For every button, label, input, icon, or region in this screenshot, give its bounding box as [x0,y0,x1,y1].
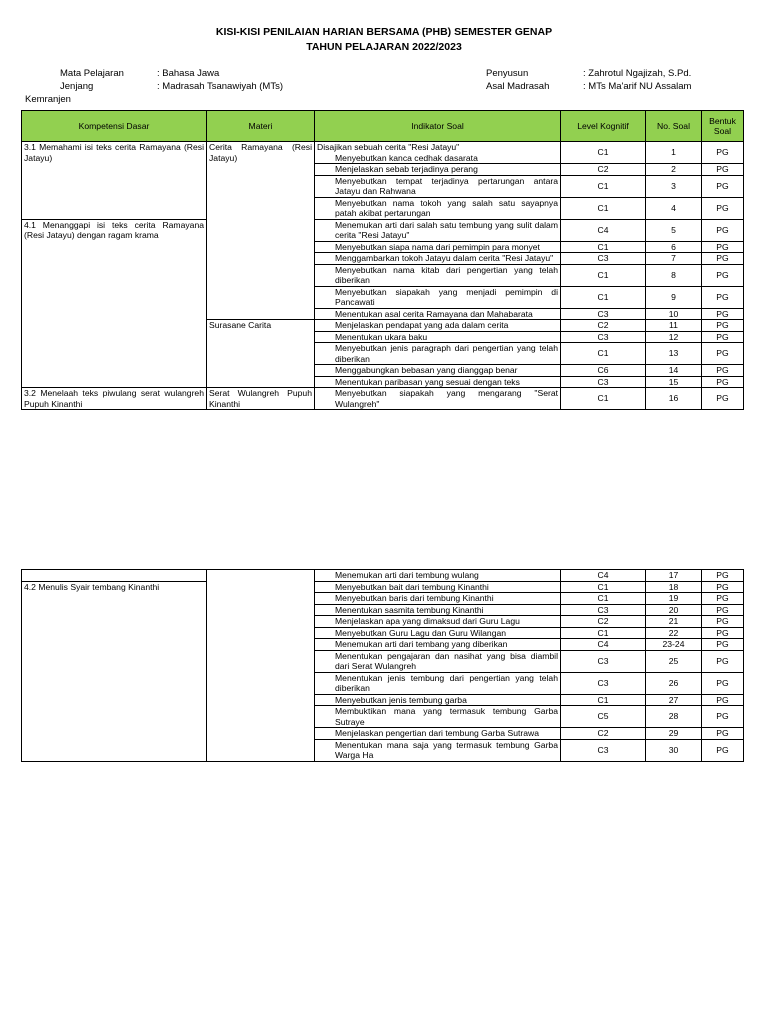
bentuk-soal-cell: PG [702,253,744,265]
indikator-cell [315,219,561,241]
materi-empty-cell [207,570,315,762]
no-soal-cell: 18 [646,581,702,593]
no-soal-cell: 3 [646,175,702,197]
indikator-label: Menemukan arti dari salah satu tembung yang sulit dalam cerita "Resi Jatayu" [335,219,558,240]
indikator-text [317,265,558,286]
no-soal-cell: 5 [646,219,702,241]
level-kognitif-cell: C1 [561,142,646,164]
bullet-dash [319,616,335,627]
bentuk-soal-cell: PG [702,175,744,197]
indikator-text [317,309,558,320]
no-soal-cell: 6 [646,241,702,253]
indikator-cell [315,739,561,761]
bullet-dash [319,253,335,264]
indikator-cell [315,264,561,286]
document-subtitle: TAHUN PELAJARAN 2022/2023 [306,41,462,53]
no-soal-cell: 14 [646,365,702,377]
level-kognitif-cell: C3 [561,650,646,672]
indikator-cell [315,672,561,694]
indikator-cell [315,706,561,728]
bullet-dash [319,570,335,581]
indikator-cell [315,331,561,343]
indikator-cell [315,142,561,164]
indikator-label: Menyebutkan siapakah yang menjadi pemimpin di Pancawati [335,286,558,307]
level-kognitif-cell: C3 [561,739,646,761]
indikator-text [317,253,558,264]
penyusun-value: : Zahrotul Ngajizah, S.Pd. [583,68,692,79]
indikator-text [317,332,558,343]
header-kompetensi-dasar: Kompetensi Dasar [22,111,207,142]
kd-4-1-cell: 4.1 Menanggapi isi teks cerita Ramayana (Resi Jatayu) dengan ragam krama [22,219,207,388]
no-soal-cell: 19 [646,593,702,605]
no-soal-cell: 11 [646,320,702,332]
bullet-dash [319,388,335,399]
bullet-dash [319,332,335,343]
indikator-text [317,639,558,650]
no-soal-cell: 2 [646,164,702,176]
bentuk-soal-cell: PG [702,627,744,639]
indikator-label: Menentukan paribasan yang sesuai dengan teks [335,376,520,387]
level-kognitif-cell: C1 [561,581,646,593]
indikator-text [317,320,558,331]
indikator-text [317,651,558,672]
indikator-cell [315,650,561,672]
bullet-dash [319,176,335,187]
asal-madrasah-label: Asal Madrasah [486,81,550,92]
indikator-cell [315,639,561,651]
indikator-label: Menyebutkan jenis tembung garba [335,694,467,705]
header-bentuk-soal: Bentuk Soal [702,111,744,142]
indikator-text [317,570,558,581]
indikator-label: Menentukan ukara baku [335,331,428,342]
indikator-cell [315,197,561,219]
bullet-dash [319,320,335,331]
header-materi: Materi [207,111,315,142]
indikator-label: Menyebutkan bait dari tembung Kinanthi [335,581,489,592]
bullet-dash [319,377,335,388]
mapel-label: Mata Pelajaran [60,68,124,79]
table-row [22,142,744,164]
indikator-text [317,593,558,604]
indikator-text [317,242,558,253]
level-kognitif-cell: C3 [561,308,646,320]
level-kognitif-cell: C2 [561,728,646,740]
mapel-value: : Bahasa Jawa [157,68,220,79]
bentuk-soal-cell: PG [702,706,744,728]
indikator-label: Menyebutkan siapa nama dari pemimpin para monyet [335,241,540,252]
indikator-text [317,164,558,175]
asal-madrasah-value: : MTs Ma'arif NU Assalam [583,81,692,92]
indikator-cell [315,253,561,265]
bullet-dash [319,593,335,604]
indikator-label: Menemukan arti dari tembung wulang [335,570,479,580]
indikator-cell [315,308,561,320]
no-soal-cell: 10 [646,308,702,320]
level-kognitif-cell: C1 [561,343,646,365]
no-soal-cell: 23-24 [646,639,702,651]
bullet-dash [319,153,335,164]
level-kognitif-cell: C4 [561,219,646,241]
table-header-row [22,111,744,142]
indikator-text [317,706,558,727]
no-soal-cell: 8 [646,264,702,286]
bentuk-soal-cell: PG [702,142,744,164]
indikator-text [317,198,558,219]
bentuk-soal-cell: PG [702,197,744,219]
indikator-label: Menentukan jenis tembung dari pengertian yang telah diberikan [335,672,558,693]
level-kognitif-cell: C1 [561,694,646,706]
level-kognitif-cell: C3 [561,672,646,694]
indikator-text [317,388,558,409]
indikator-cell [315,593,561,605]
indikator-label: Menyebutkan tempat terjadinya pertarungan antara Jatayu dan Rahwana [335,175,558,196]
kd-empty-cell [22,570,207,582]
bentuk-soal-cell: PG [702,308,744,320]
level-kognitif-cell: C1 [561,197,646,219]
no-soal-cell: 27 [646,694,702,706]
indikator-label: Menjelaskan sebab terjadinya perang [335,164,478,174]
indikator-label: Membuktikan mana yang termasuk tembung Garba Sutraye [335,706,558,727]
indikator-label: Menjelaskan pengertian dari tembung Garba Sutrawa [335,728,539,738]
bentuk-soal-cell: PG [702,581,744,593]
level-kognitif-cell: C1 [561,627,646,639]
materi-wulangreh-cell: Serat Wulangreh Pupuh Kinanthi [207,388,315,410]
indikator-label: Menyebutkan siapakah yang mengarang "Serat Wulangreh" [335,388,558,409]
table-row [22,388,744,410]
level-kognitif-cell: C1 [561,593,646,605]
no-soal-cell: 21 [646,616,702,628]
no-soal-cell: 13 [646,343,702,365]
bentuk-soal-cell: PG [702,286,744,308]
level-kognitif-cell: C4 [561,570,646,582]
indikator-text [317,616,558,627]
bentuk-soal-cell: PG [702,616,744,628]
indikator-cell [315,376,561,388]
bullet-dash [319,365,335,376]
indikator-cell [315,694,561,706]
kd-4-2-cell: 4.2 Menulis Syair tembang Kinanthi [22,581,207,761]
kd-3-1-cell: 3.1 Memahami isi teks cerita Ramayana (Resi Jatayu) [22,142,207,220]
no-soal-cell: 25 [646,650,702,672]
indikator-text [317,343,558,364]
bullet-dash [319,265,335,276]
bentuk-soal-cell: PG [702,219,744,241]
bullet-dash [319,695,335,706]
indikator-label: Menentukan sasmita tembung Kinanthi [335,604,484,615]
kd-3-2-cell: 3.2 Menelaah teks piwulang serat wulangreh Pupuh Kinanthi [22,388,207,410]
indikator-text [317,740,558,761]
indikator-label: Menentukan asal cerita Ramayana dan Mahabarata [335,308,533,319]
jenjang-label: Jenjang [60,81,94,92]
table-row [22,219,744,241]
indikator-cell [315,320,561,332]
bentuk-soal-cell: PG [702,164,744,176]
indikator-cell [315,286,561,308]
bullet-dash [319,605,335,616]
bentuk-soal-cell: PG [702,343,744,365]
indikator-label: Menjelaskan apa yang dimaksud dari Guru Lagu [335,616,520,626]
bullet-dash [319,639,335,650]
bentuk-soal-cell: PG [702,694,744,706]
no-soal-cell: 16 [646,388,702,410]
indikator-text [317,220,558,241]
asal-madrasah-cont: Kemranjen [25,94,71,105]
level-kognitif-cell: C2 [561,320,646,332]
bentuk-soal-cell: PG [702,728,744,740]
kisi-table-page1 [21,110,744,410]
bullet-dash [319,628,335,639]
indikator-cell [315,175,561,197]
bullet-dash [319,287,335,298]
indikator-text [317,377,558,388]
level-kognitif-cell: C3 [561,253,646,265]
header-level-kognitif: Level Kognitif [561,111,646,142]
kisi-table-page2 [21,569,744,762]
bentuk-soal-cell: PG [702,570,744,582]
no-soal-cell: 30 [646,739,702,761]
indikator-text [317,628,558,639]
no-soal-cell: 1 [646,142,702,164]
bentuk-soal-cell: PG [702,264,744,286]
no-soal-cell: 26 [646,672,702,694]
indikator-cell [315,728,561,740]
indikator-intro: Disajikan sebuah cerita "Resi Jatayu" [317,142,460,152]
bentuk-soal-cell: PG [702,604,744,616]
bullet-dash [319,740,335,751]
indikator-text [317,695,558,706]
indikator-cell [315,241,561,253]
table-row [22,581,744,593]
indikator-label: Menentukan mana saja yang termasuk tembung Garba Warga Ha [335,739,558,760]
document-title: KISI-KISI PENILAIAN HARIAN BERSAMA (PHB) SEMESTER GENAP [215,26,553,38]
no-soal-cell: 4 [646,197,702,219]
no-soal-cell: 20 [646,604,702,616]
indikator-label: Menyebutkan kanca cedhak dasarata [335,152,478,163]
bullet-dash [319,164,335,175]
bentuk-soal-cell: PG [702,639,744,651]
bentuk-soal-cell: PG [702,376,744,388]
indikator-label: Menyebutkan baris dari tembung Kinanthi [335,593,494,603]
bentuk-soal-cell: PG [702,388,744,410]
indikator-cell [315,616,561,628]
indikator-cell [315,581,561,593]
no-soal-cell: 17 [646,570,702,582]
level-kognitif-cell: C1 [561,264,646,286]
indikator-cell [315,343,561,365]
level-kognitif-cell: C2 [561,616,646,628]
indikator-text [317,673,558,694]
bullet-dash [319,706,335,717]
level-kognitif-cell: C1 [561,241,646,253]
bentuk-soal-cell: PG [702,365,744,377]
header-indikator-soal: Indikator Soal [315,111,561,142]
level-kognitif-cell: C6 [561,365,646,377]
indikator-text [317,153,558,164]
level-kognitif-cell: C3 [561,331,646,343]
indikator-text [317,728,558,739]
bullet-dash [319,728,335,739]
indikator-label: Menyebutkan jenis paragraph dari pengertian yang telah diberikan [335,343,558,364]
no-soal-cell: 15 [646,376,702,388]
level-kognitif-cell: C2 [561,164,646,176]
indikator-text [317,287,558,308]
level-kognitif-cell: C1 [561,388,646,410]
bullet-dash [319,673,335,684]
indikator-text [317,365,558,376]
bullet-dash [319,582,335,593]
indikator-label: Menyebutkan nama tokoh yang salah satu sayapnya patah akibat pertarungan [335,197,558,218]
header-no-soal: No. Soal [646,111,702,142]
bentuk-soal-cell: PG [702,650,744,672]
indikator-label: Menemukan arti dari tembang yang diberikan [335,639,508,649]
bullet-dash [319,343,335,354]
indikator-cell [315,627,561,639]
level-kognitif-cell: C4 [561,639,646,651]
indikator-label: Menjelaskan pendapat yang ada dalam cerita [335,320,509,330]
level-kognitif-cell: C1 [561,286,646,308]
table-row [22,570,744,582]
indikator-label: Menggambarkan tokoh Jatayu dalam cerita "Resi Jatayu" [335,253,554,263]
no-soal-cell: 22 [646,627,702,639]
indikator-text [317,582,558,593]
bentuk-soal-cell: PG [702,672,744,694]
bentuk-soal-cell: PG [702,739,744,761]
indikator-text [317,605,558,616]
bullet-dash [319,198,335,209]
materi-ramayana-cell: Cerita Ramayana (Resi Jatayu) [207,142,315,320]
materi-surasane-cell: Surasane Carita [207,320,315,388]
level-kognitif-cell: C5 [561,706,646,728]
jenjang-value: : Madrasah Tsanawiyah (MTs) [157,81,284,92]
bullet-dash [319,242,335,253]
indikator-cell [315,365,561,377]
indikator-cell [315,570,561,582]
indikator-cell [315,604,561,616]
indikator-label: Menyebutkan nama kitab dari pengertian yang telah diberikan [335,264,558,285]
indikator-cell [315,164,561,176]
bentuk-soal-cell: PG [702,241,744,253]
bentuk-soal-cell: PG [702,320,744,332]
indikator-label: Menggabungkan bebasan yang dianggap benar [335,365,518,375]
indikator-text [317,176,558,197]
bentuk-soal-cell: PG [702,593,744,605]
bullet-dash [319,220,335,231]
indikator-cell [315,388,561,410]
bullet-dash [319,309,335,320]
level-kognitif-cell: C1 [561,175,646,197]
bullet-dash [319,651,335,662]
no-soal-cell: 9 [646,286,702,308]
bentuk-soal-cell: PG [702,331,744,343]
no-soal-cell: 29 [646,728,702,740]
indikator-label: Menentukan pengajaran dan nasihat yang bisa diambil dari Serat Wulangreh [335,650,558,671]
penyusun-label: Penyusun [486,68,529,79]
indikator-label: Menyebutkan Guru Lagu dan Guru Wilangan [335,627,507,638]
no-soal-cell: 7 [646,253,702,265]
level-kognitif-cell: C3 [561,604,646,616]
no-soal-cell: 12 [646,331,702,343]
no-soal-cell: 28 [646,706,702,728]
level-kognitif-cell: C3 [561,376,646,388]
